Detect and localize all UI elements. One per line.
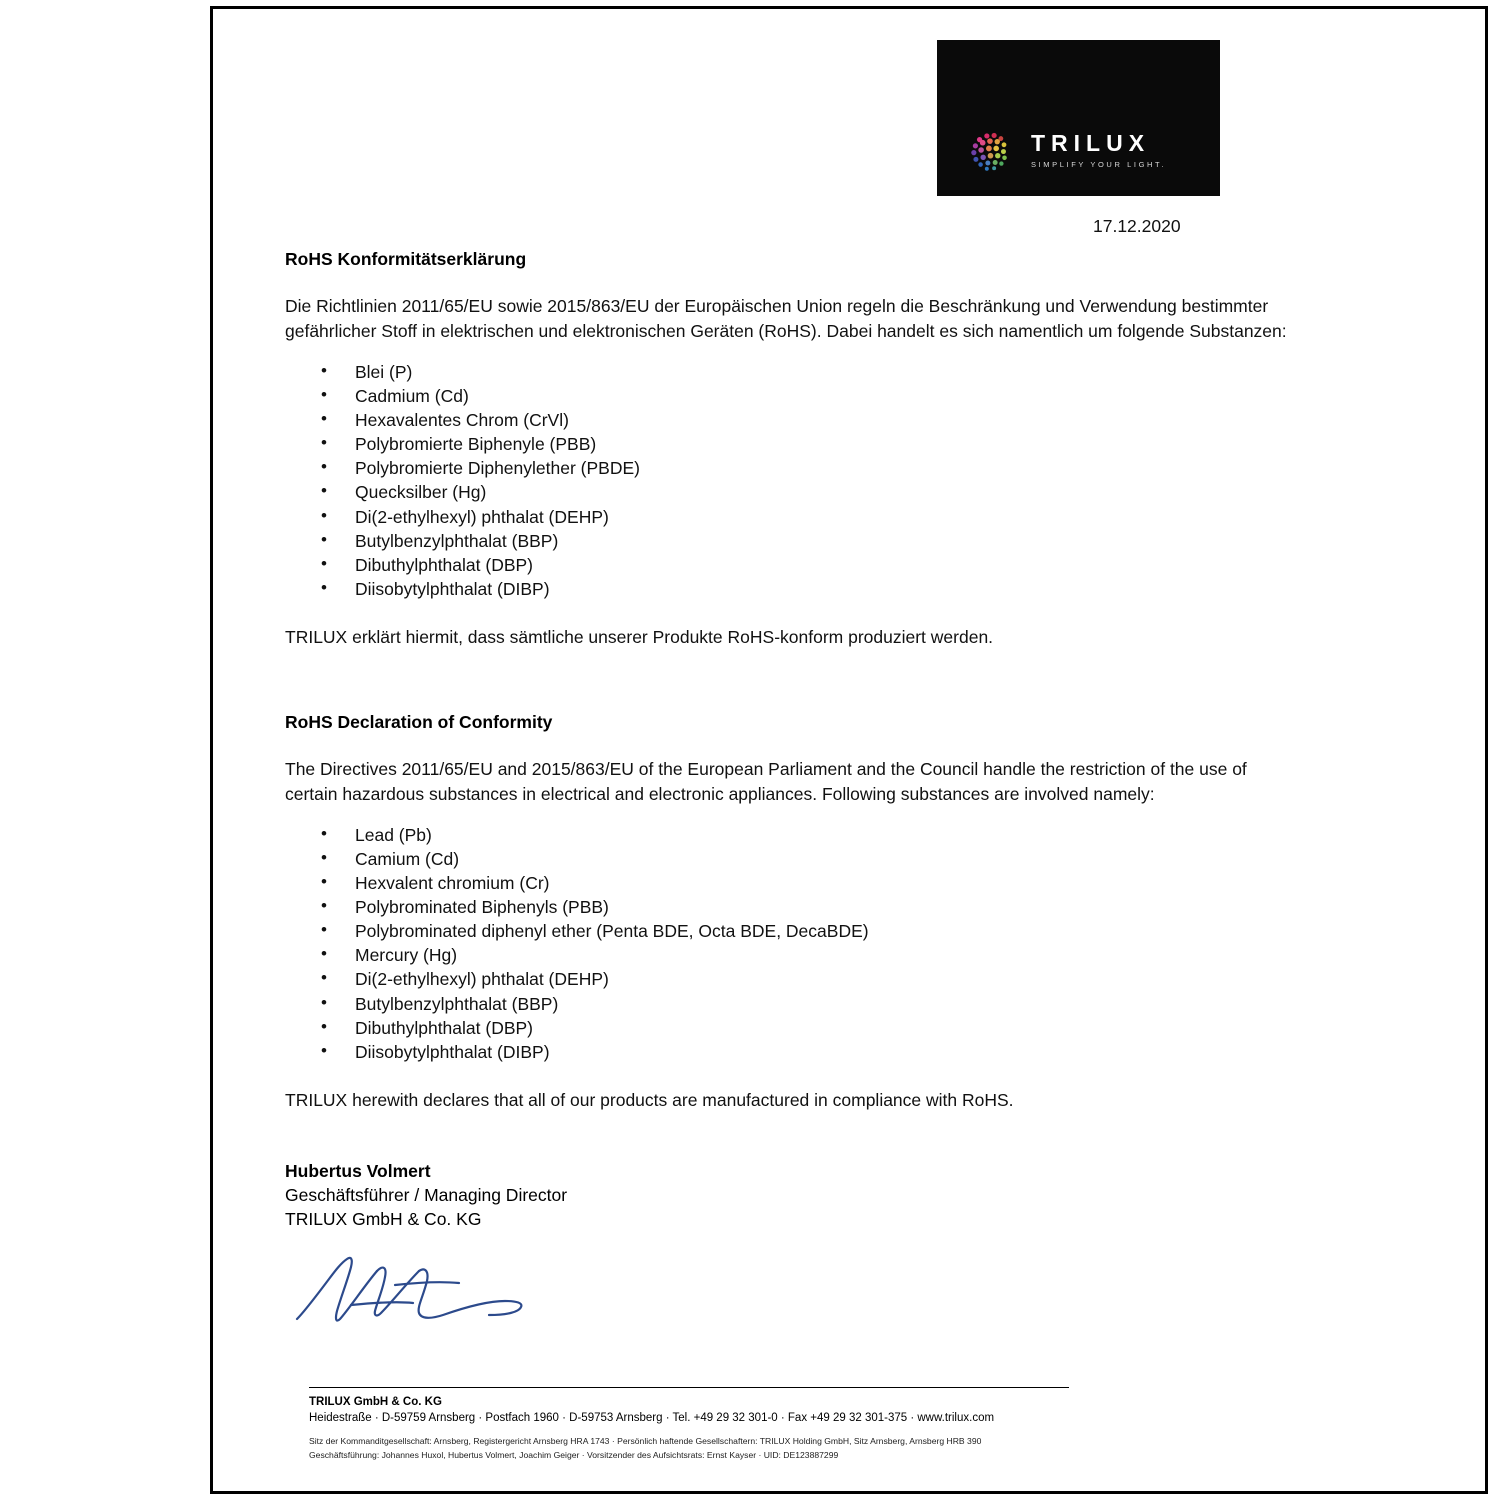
handwritten-signature-icon	[291, 1245, 591, 1335]
list-item: • Hexavalentes Chrom (CrVl)	[321, 408, 1295, 432]
signer-role: Geschäftsführer / Managing Director	[285, 1184, 568, 1205]
list-item: • Lead (Pb)	[321, 823, 1295, 847]
page-content	[213, 9, 1485, 1491]
logo-tagline: SIMPLIFY YOUR LIGHT.	[1031, 159, 1167, 169]
signer-company: TRILUX GmbH & Co. KG	[285, 1208, 482, 1229]
spacer	[285, 666, 1295, 712]
logo-text	[1031, 129, 1167, 169]
list-item: • Diisobytylphthalat (DIBP)	[321, 577, 1295, 601]
sphere-icon	[965, 124, 1017, 176]
list-item: • Camium (Cd)	[321, 847, 1295, 871]
list-item: • Butylbenzylphthalat (BBP)	[321, 992, 1295, 1016]
trilux-logo	[937, 40, 1220, 196]
list-item: • Quecksilber (Hg)	[321, 480, 1295, 504]
page-left-margin	[198, 6, 210, 1494]
list-item: • Cadmium (Cd)	[321, 384, 1295, 408]
list-item: • Dibuthylphthalat (DBP)	[321, 1016, 1295, 1040]
spacer	[285, 1080, 1295, 1088]
list-item: • Diisobytylphthalat (DIBP)	[321, 1040, 1295, 1064]
german-intro-paragraph: Die Richtlinien 2011/65/EU sowie 2015/863/EU der Europäischen Union regeln die Beschränkung und Verwendung bestimmter gefährlicher Stoff in elektrischen und elektronischen Geräten (RoHS). Dabei handelt es sich namentlich um folgende Substanzen:	[285, 296, 1287, 341]
list-item: • Polybrominated Biphenyls (PBB)	[321, 895, 1295, 919]
list-item: • Dibuthylphthalat (DBP)	[321, 553, 1295, 577]
list-item: • Blei (P)	[321, 360, 1295, 384]
signer-name: Hubertus Volmert	[285, 1160, 431, 1181]
footer-address: Heidestraße · D-59759 Arnsberg · Postfach 1960 · D-59753 Arnsberg · Tel. +49 29 32 301-0 · Fax +49 29 32 301-375 · www.trilux.com	[309, 1412, 995, 1425]
footer-legal-line-2: Geschäftsführung: Johannes Huxol, Hubertus Volmert, Joachim Geiger · Vorsitzender des Aufsichtsrats: Ernst Kayser · UID: DE123887299	[309, 1449, 839, 1460]
spacer	[285, 617, 1295, 625]
list-item: • Di(2-ethylhexyl) phthalat (DEHP)	[321, 505, 1295, 529]
list-item: • Hexvalent chromium (Cr)	[321, 871, 1295, 895]
english-substance-list	[285, 823, 1295, 1064]
footer-legal-line-1: Sitz der Kommanditgesellschaft: Arnsberg, Registergericht Arnsberg HRA 1743 · Persönlich haftende Gesellschaftern: TRILUX Holding GmbH, Sitz Arnsberg, Arnsberg HRB 390	[309, 1436, 982, 1447]
logo-wordmark: TRILUX	[1031, 129, 1151, 156]
list-item: • Mercury (Hg)	[321, 943, 1295, 967]
german-substance-list	[285, 360, 1295, 601]
document-date: 17.12.2020	[1093, 216, 1181, 236]
english-section-title: RoHS Declaration of Conformity	[285, 711, 553, 732]
document-body	[285, 249, 1295, 1340]
scanned-page-frame	[210, 6, 1488, 1494]
german-section-title: RoHS Konformitätserklärung	[285, 249, 527, 269]
list-item: • Di(2-ethylhexyl) phthalat (DEHP)	[321, 967, 1295, 991]
page-footer	[309, 1387, 1209, 1462]
footer-company-name: TRILUX GmbH & Co. KG	[309, 1396, 442, 1408]
logo-inner	[965, 124, 1166, 176]
footer-divider	[309, 1387, 1069, 1388]
english-intro-paragraph: The Directives 2011/65/EU and 2015/863/EU of the European Parliament and the Council handle the restriction of the use of certain hazardous substances in electrical and electronic appliances. Following substances are involved namely:	[285, 758, 1247, 804]
list-item: • Polybromierte Biphenyle (PBB)	[321, 432, 1295, 456]
signature-block	[285, 1161, 1295, 1341]
english-closing-paragraph: TRILUX herewith declares that all of our products are manufactured in compliance with RoHS.	[285, 1090, 1014, 1111]
list-item: • Polybrominated diphenyl ether (Penta BDE, Octa BDE, DecaBDE)	[321, 919, 1295, 943]
list-item: • Polybromierte Diphenylether (PBDE)	[321, 456, 1295, 480]
list-item: • Butylbenzylphthalat (BBP)	[321, 529, 1295, 553]
german-closing-paragraph: TRILUX erklärt hiermit, dass sämtliche unserer Produkte RoHS-konform produziert werden.	[285, 627, 994, 648]
